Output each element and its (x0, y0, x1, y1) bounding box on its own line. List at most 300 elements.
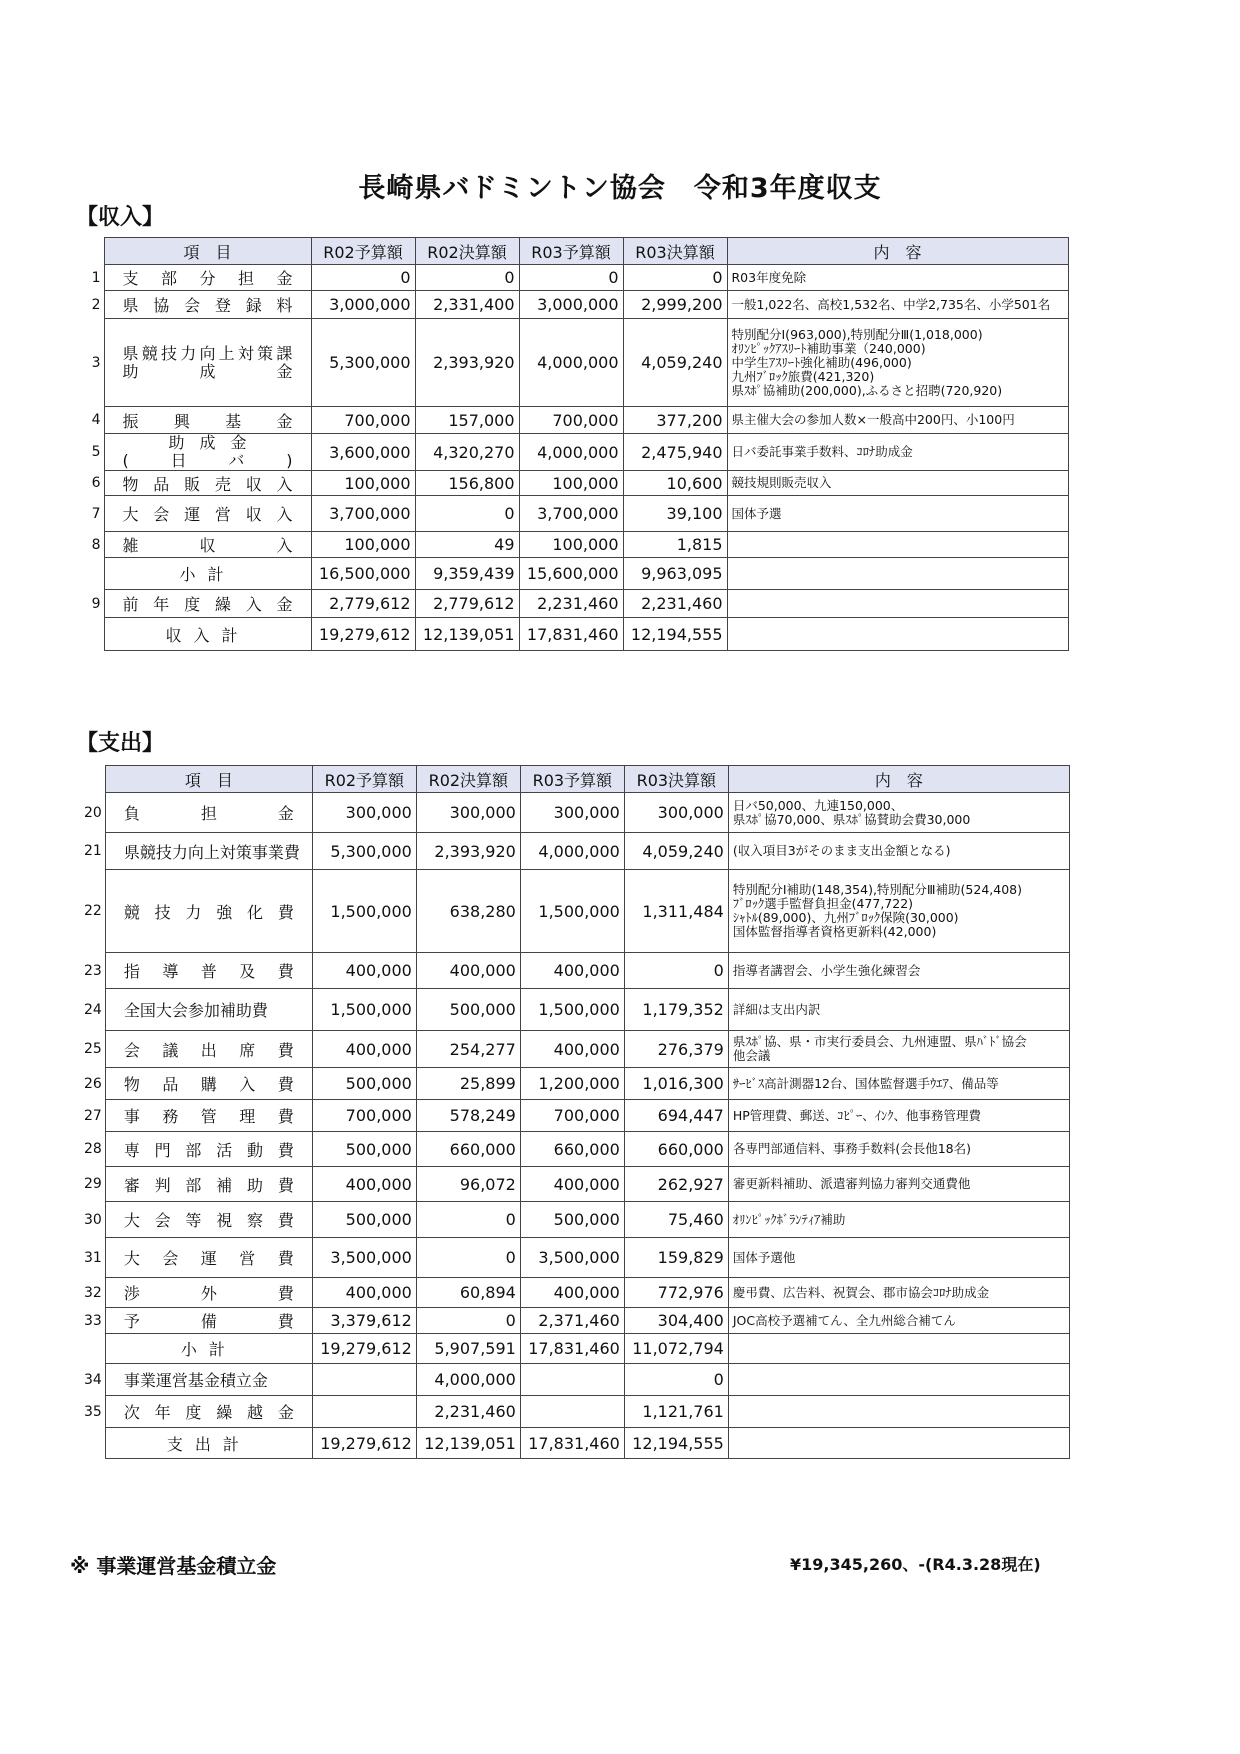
amount-r02b: 19,279,612 (311, 618, 415, 651)
note-line: 他会議 (732, 1048, 771, 1063)
amount-r03b: 3,000,000 (519, 291, 623, 319)
amount-r02b: 5,300,000 (312, 833, 416, 870)
amount-r03b: 4,000,000 (519, 434, 623, 471)
note-line: 中学生ｱｽﾘｰﾄ強化補助(496,000) (731, 354, 912, 370)
row-number (80, 618, 104, 651)
amount-r02a: 500,000 (416, 989, 520, 1031)
table-row (80, 1278, 1069, 1308)
content-note (728, 1100, 1069, 1132)
amount-r03b: 400,000 (520, 1031, 624, 1068)
table-row (80, 532, 1068, 558)
amount-r03b: 1,500,000 (520, 870, 624, 953)
item-name (105, 1278, 312, 1308)
amount-r02b: 700,000 (311, 407, 415, 434)
amount-r03b: 0 (519, 265, 623, 291)
row-number: 8 (91, 536, 101, 553)
amount-r02b: 3,379,612 (312, 1308, 416, 1334)
item-name (105, 1031, 312, 1068)
amount-r03a: 39,100 (623, 496, 727, 532)
amount-r02a: 2,231,460 (416, 1396, 520, 1428)
row-number: 21 (84, 843, 102, 859)
note-line: 国体予選他 (732, 1249, 796, 1265)
note-line: ｵﾘﾝﾋﾟｯｸｱｽﾘｰﾄ補助事業（240,000) (731, 340, 926, 356)
item-name: 事業運営基金積立金 (105, 1364, 312, 1396)
item-name (105, 793, 312, 833)
content-note (728, 1068, 1069, 1100)
content-note (727, 291, 1068, 319)
amount-r03a: 12,194,555 (624, 1428, 728, 1459)
content-note (728, 1396, 1069, 1428)
note-line: 国体予選 (731, 505, 782, 521)
row-number (80, 1334, 105, 1364)
note-line: HP管理費、郵送、ｺﾋﾟｰ、ｲﾝｸ、他事務管理費 (732, 1107, 982, 1123)
amount-r02a: 638,280 (416, 870, 520, 953)
amount-r03b: 4,000,000 (519, 319, 623, 407)
content-note (727, 532, 1068, 558)
amount-r02b: 1,500,000 (312, 989, 416, 1031)
item-name (105, 1068, 312, 1100)
table-row (80, 1031, 1069, 1068)
amount-r02a: 9,359,439 (415, 558, 519, 590)
content-note (728, 833, 1069, 870)
income-total-row (80, 618, 1068, 651)
content-note (727, 265, 1068, 291)
row-number: 24 (84, 1001, 102, 1018)
content-note (728, 1132, 1069, 1167)
amount-r02b: 100,000 (311, 532, 415, 558)
item-name (105, 1396, 312, 1428)
table-row (80, 1396, 1069, 1428)
amount-r02b: 3,500,000 (312, 1238, 416, 1278)
subtotal-row (80, 1334, 1069, 1364)
item-label: 前 年 度 繰 入 金 (122, 595, 293, 614)
content-note (728, 953, 1069, 989)
note-line: R03年度免除 (731, 269, 807, 285)
amount-r03b: 15,600,000 (519, 558, 623, 590)
content-note (727, 407, 1068, 434)
amount-r02a: 2,393,920 (415, 319, 519, 407)
note-line: 日バ50,000、九連150,000、 (732, 797, 904, 813)
amount-r02b: 0 (311, 265, 415, 291)
table-row (80, 1238, 1069, 1278)
amount-r02a: 660,000 (416, 1132, 520, 1167)
amount-r03b: 700,000 (520, 1100, 624, 1132)
amount-r02b: 3,000,000 (311, 291, 415, 319)
amount-r02a: 60,894 (416, 1278, 520, 1308)
amount-r03a: 12,194,555 (623, 618, 727, 651)
amount-r03a: 262,927 (624, 1167, 728, 1202)
amount-r02a: 2,393,920 (416, 833, 520, 870)
amount-r03a: 0 (624, 953, 728, 989)
amount-r02b: 3,700,000 (311, 496, 415, 532)
item-label: 雑 収 入 (122, 536, 293, 555)
row-number: 20 (84, 804, 102, 821)
row-number: 26 (84, 1075, 102, 1092)
amount-r02a: 300,000 (416, 793, 520, 833)
row-number: 1 (91, 269, 101, 286)
table-row (80, 1364, 1069, 1396)
amount-r02a: 157,000 (415, 407, 519, 434)
table-row (80, 407, 1068, 434)
header-item: 項 目 (104, 238, 311, 265)
amount-r03a: 377,200 (623, 407, 727, 434)
amount-r03a: 2,231,460 (623, 590, 727, 618)
amount-r02a: 2,779,612 (415, 590, 519, 618)
amount-r02b: 1,500,000 (312, 870, 416, 953)
row-number: 27 (84, 1107, 102, 1124)
row-number: 30 (84, 1211, 102, 1228)
content-note (728, 1334, 1069, 1364)
header-no (80, 238, 104, 265)
amount-r02a: 2,331,400 (415, 291, 519, 319)
note-line: 各専門部通信料、事務手数料(会長他18名) (732, 1141, 971, 1156)
row-number: 5 (91, 444, 101, 460)
item-label: 審 判 部 補 助 費 (123, 1175, 294, 1195)
amount-r03b: 100,000 (519, 471, 623, 496)
amount-r02b: 400,000 (312, 953, 416, 989)
amount-r03b: 17,831,460 (520, 1428, 624, 1459)
row-number: 22 (84, 903, 102, 919)
item-label: 事 務 管 理 費 (123, 1107, 294, 1126)
table-row (80, 471, 1068, 496)
item-name: 支出計 (105, 1428, 312, 1459)
amount-r03b: 2,231,460 (519, 590, 623, 618)
item-name (104, 590, 311, 618)
header-no (80, 766, 105, 793)
header-item: 項 目 (105, 766, 312, 793)
header-r02-budget: R02予算額 (312, 766, 416, 793)
header-r03-budget: R03予算額 (520, 766, 624, 793)
amount-r03b: 2,371,460 (520, 1308, 624, 1334)
amount-r02b: 400,000 (312, 1278, 416, 1308)
item-name (105, 1132, 312, 1167)
expense-heading: 【支出】 (76, 731, 165, 756)
expense-total-row (80, 1428, 1069, 1459)
item-name (104, 319, 311, 407)
item-label: 振 興 基 金 (122, 411, 293, 431)
item-label: ( 日 バ ) (122, 451, 293, 470)
amount-r02a: 156,800 (415, 471, 519, 496)
amount-r03a: 1,179,352 (624, 989, 728, 1031)
subtotal-row (80, 558, 1068, 590)
amount-r03b: 300,000 (520, 793, 624, 833)
item-name (104, 434, 311, 471)
item-label: 競 技 力 強 化 費 (123, 902, 294, 922)
note-line: 特別配分Ⅰ(963,000),特別配分Ⅲ(1,018,000) (731, 326, 983, 342)
expense-table (80, 765, 1070, 1459)
amount-r03a: 10,600 (623, 471, 727, 496)
amount-r02b: 19,279,612 (312, 1334, 416, 1364)
amount-r03a: 2,475,940 (623, 434, 727, 471)
table-row (80, 590, 1068, 618)
header-r02-actual: R02決算額 (416, 766, 520, 793)
amount-r02b: 2,779,612 (311, 590, 415, 618)
amount-r02a: 0 (416, 1308, 520, 1334)
row-number: 4 (91, 412, 101, 428)
row-number: 25 (84, 1041, 102, 1057)
table-row (80, 833, 1069, 870)
amount-r03b: 17,831,460 (520, 1334, 624, 1364)
table-row (80, 265, 1068, 291)
income-heading: 【収入】 (76, 205, 165, 230)
amount-r02a: 0 (415, 265, 519, 291)
header-content: 内 容 (727, 238, 1068, 265)
amount-r02a: 578,249 (416, 1100, 520, 1132)
note-line: ｻｰﾋﾞｽ高計測器12台、国体監督選手ｳｴｱ、備品等 (732, 1075, 999, 1091)
header-r03-actual: R03決算額 (623, 238, 727, 265)
note-line: (収入項目3がそのまま支出金額となる) (732, 843, 951, 858)
amount-r02a: 0 (416, 1202, 520, 1238)
row-number: 3 (91, 354, 101, 371)
amount-r03a: 1,311,484 (624, 870, 728, 953)
item-label: 助 成 金 (122, 361, 293, 381)
row-number: 32 (84, 1284, 102, 1301)
item-name (104, 265, 311, 291)
amount-r02b: 16,500,000 (311, 558, 415, 590)
page-title: 長崎県バドミントン協会 令和3年度収支 (358, 173, 882, 204)
item-label: 助 成 金 (168, 433, 247, 452)
amount-r03b: 400,000 (520, 953, 624, 989)
item-label: 支 部 分 担 金 (122, 269, 293, 288)
amount-r02a: 5,907,591 (416, 1334, 520, 1364)
note-line: 国体監督指導者資格更新料(42,000) (732, 924, 937, 939)
item-name (105, 1100, 312, 1132)
table-row (80, 434, 1068, 471)
amount-r03b: 1,200,000 (520, 1068, 624, 1100)
amount-r03a: 9,963,095 (623, 558, 727, 590)
item-name: 全国大会参加補助費 (105, 989, 312, 1031)
amount-r03a: 0 (623, 265, 727, 291)
note-line: 県ｽﾎﾟ協、県・市実行委員会、九州連盟、県ﾊﾞﾄﾞ協会 (732, 1034, 1027, 1049)
amount-r03b (520, 1364, 624, 1396)
content-note (728, 1031, 1069, 1068)
note-line: 一般1,022名、高校1,532名、中学2,735名、小学501名 (731, 296, 1051, 312)
note-line: 九州ﾌﾞﾛｯｸ旅費(421,320) (731, 368, 875, 384)
amount-r03b: 500,000 (520, 1202, 624, 1238)
amount-r02a: 25,899 (416, 1068, 520, 1100)
amount-r03b: 660,000 (520, 1132, 624, 1167)
amount-r03a: 4,059,240 (623, 319, 727, 407)
header-row (80, 766, 1069, 793)
note-line: ｼｬﾄﾙ(89,000)、九州ﾌﾞﾛｯｸ保険(30,000) (732, 910, 959, 925)
row-number: 2 (91, 296, 101, 313)
item-label: 物 品 購 入 費 (123, 1075, 294, 1094)
amount-r02a: 4,000,000 (416, 1364, 520, 1396)
content-note (728, 989, 1069, 1031)
item-label: 県 競 技 力 向 上 対 策 課 (122, 343, 293, 363)
table-row (80, 870, 1069, 953)
fund-note-label: ※ 事業運営基金積立金 (70, 1554, 277, 1578)
fund-note-value: ¥19,345,260、-(R4.3.28現在) (790, 1555, 1041, 1574)
content-note (727, 434, 1068, 471)
amount-r02a: 12,139,051 (416, 1428, 520, 1459)
row-number: 31 (84, 1249, 102, 1266)
table-row (80, 953, 1069, 989)
item-label: 大 会 運 営 収 入 (122, 505, 293, 524)
header-row (80, 238, 1068, 265)
item-label: 会 議 出 席 費 (123, 1040, 294, 1060)
amount-r03a: 2,999,200 (623, 291, 727, 319)
amount-r03a: 304,400 (624, 1308, 728, 1334)
amount-r03a: 0 (624, 1364, 728, 1396)
amount-r03a: 4,059,240 (624, 833, 728, 870)
amount-r03b: 400,000 (520, 1167, 624, 1202)
amount-r02b: 100,000 (311, 471, 415, 496)
row-number: 33 (84, 1312, 102, 1329)
amount-r03a: 1,815 (623, 532, 727, 558)
amount-r02a: 49 (415, 532, 519, 558)
item-name (105, 1202, 312, 1238)
content-note (728, 793, 1069, 833)
amount-r03a: 276,379 (624, 1031, 728, 1068)
content-note (727, 618, 1068, 651)
amount-r03a: 694,447 (624, 1100, 728, 1132)
content-note (728, 870, 1069, 953)
item-label: 専 門 部 活 動 費 (123, 1140, 294, 1160)
content-note (727, 590, 1068, 618)
table-row (80, 1167, 1069, 1202)
note-line: 県主催大会の参加人数×一般高中200円、小100円 (731, 412, 1015, 427)
amount-r02a: 4,320,270 (415, 434, 519, 471)
table-row (80, 496, 1068, 532)
amount-r02a: 96,072 (416, 1167, 520, 1202)
note-line: JOC高校予選補てん、全九州総合補てん (732, 1312, 956, 1328)
amount-r03b: 3,700,000 (519, 496, 623, 532)
item-name (105, 870, 312, 953)
amount-r02b: 400,000 (312, 1167, 416, 1202)
content-note (727, 471, 1068, 496)
row-number: 7 (91, 505, 101, 522)
item-label: 県 協 会 登 録 料 (122, 296, 293, 315)
row-number: 35 (84, 1403, 102, 1420)
table-row (80, 1202, 1069, 1238)
content-note (728, 1238, 1069, 1278)
amount-r03a: 1,016,300 (624, 1068, 728, 1100)
row-number: 9 (91, 595, 101, 612)
row-number: 28 (84, 1141, 102, 1157)
row-number (80, 1428, 105, 1459)
amount-r03a: 772,976 (624, 1278, 728, 1308)
item-name (105, 953, 312, 989)
content-note (727, 496, 1068, 532)
item-label: 渉 外 費 (123, 1284, 294, 1303)
item-label: 大 会 等 視 察 費 (123, 1211, 294, 1230)
content-note (728, 1278, 1069, 1308)
note-line: 慶弔費、広告料、祝賀会、郡市協会ｺﾛﾅ助成金 (732, 1284, 990, 1300)
amount-r03a: 75,460 (624, 1202, 728, 1238)
header-content: 内 容 (728, 766, 1069, 793)
amount-r02b: 5,300,000 (311, 319, 415, 407)
item-name: 県競技力向上対策事業費 (105, 833, 312, 870)
note-line: 詳細は支出内訳 (732, 1001, 821, 1017)
item-label: 物 品 販 売 収 入 (122, 474, 293, 494)
note-line: 指導者講習会、小学生強化練習会 (732, 962, 921, 978)
amount-r02b: 500,000 (312, 1068, 416, 1100)
amount-r03b: 17,831,460 (519, 618, 623, 651)
row-number: 29 (84, 1176, 102, 1192)
note-line: 競技規則販売収入 (731, 475, 832, 490)
content-note (728, 1167, 1069, 1202)
header-r03-actual: R03決算額 (624, 766, 728, 793)
amount-r03a: 159,829 (624, 1238, 728, 1278)
amount-r03b (520, 1396, 624, 1428)
item-name (104, 407, 311, 434)
income-table (80, 237, 1069, 651)
table-row (80, 1100, 1069, 1132)
amount-r03b: 400,000 (520, 1278, 624, 1308)
amount-r02b: 3,600,000 (311, 434, 415, 471)
header-r03-budget: R03予算額 (519, 238, 623, 265)
amount-r02b: 700,000 (312, 1100, 416, 1132)
item-label: 次 年 度 繰 越 金 (123, 1403, 294, 1422)
row-number: 23 (84, 962, 102, 979)
item-label: 指 導 普 及 費 (123, 962, 294, 981)
content-note (728, 1428, 1069, 1459)
content-note (728, 1364, 1069, 1396)
amount-r03a: 660,000 (624, 1132, 728, 1167)
note-line: ｵﾘﾝﾋﾟｯｸﾎﾞﾗﾝﾃｨｱ補助 (732, 1211, 846, 1227)
content-note (728, 1308, 1069, 1334)
table-row (80, 319, 1068, 407)
item-label: 負 担 金 (123, 804, 294, 823)
header-r02-budget: R02予算額 (311, 238, 415, 265)
item-name: 小計 (105, 1334, 312, 1364)
amount-r03b: 100,000 (519, 532, 623, 558)
item-label: 大 会 運 営 費 (123, 1249, 294, 1268)
content-note (728, 1202, 1069, 1238)
note-line: 日バ委託事業手数料、ｺﾛﾅ助成金 (731, 444, 913, 459)
amount-r02b: 300,000 (312, 793, 416, 833)
row-number: 34 (84, 1371, 102, 1388)
header-r02-actual: R02決算額 (415, 238, 519, 265)
amount-r03a: 11,072,794 (624, 1334, 728, 1364)
amount-r02a: 0 (416, 1238, 520, 1278)
table-row (80, 291, 1068, 319)
row-number: 6 (91, 475, 101, 491)
item-label: 予 備 費 (123, 1312, 294, 1331)
row-number (80, 558, 104, 590)
item-name (104, 532, 311, 558)
item-name (104, 291, 311, 319)
table-row (80, 1308, 1069, 1334)
amount-r03a: 1,121,761 (624, 1396, 728, 1428)
table-row (80, 1068, 1069, 1100)
note-line: ﾌﾞﾛｯｸ選手監督負担金(477,722) (732, 896, 914, 911)
item-name (105, 1238, 312, 1278)
amount-r02b: 19,279,612 (312, 1428, 416, 1459)
amount-r02b: 400,000 (312, 1031, 416, 1068)
note-line: 県ｽﾎﾟ協補助(200,000),ふるさと招聘(720,920) (731, 382, 1003, 398)
item-name (104, 471, 311, 496)
amount-r03b: 4,000,000 (520, 833, 624, 870)
amount-r03b: 3,500,000 (520, 1238, 624, 1278)
amount-r02a: 400,000 (416, 953, 520, 989)
note-line: 県ｽﾎﾟ協70,000、県ｽﾎﾟ協賛助会費30,000 (732, 811, 971, 827)
amount-r02b: 500,000 (312, 1132, 416, 1167)
amount-r03a: 300,000 (624, 793, 728, 833)
content-note (727, 558, 1068, 590)
amount-r02b: 500,000 (312, 1202, 416, 1238)
table-row (80, 793, 1069, 833)
table-row (80, 989, 1069, 1031)
amount-r02b (312, 1364, 416, 1396)
item-name: 収入計 (104, 618, 311, 651)
amount-r02b (312, 1396, 416, 1428)
item-name (104, 496, 311, 532)
item-name (105, 1167, 312, 1202)
amount-r02a: 254,277 (416, 1031, 520, 1068)
item-name (105, 1308, 312, 1334)
